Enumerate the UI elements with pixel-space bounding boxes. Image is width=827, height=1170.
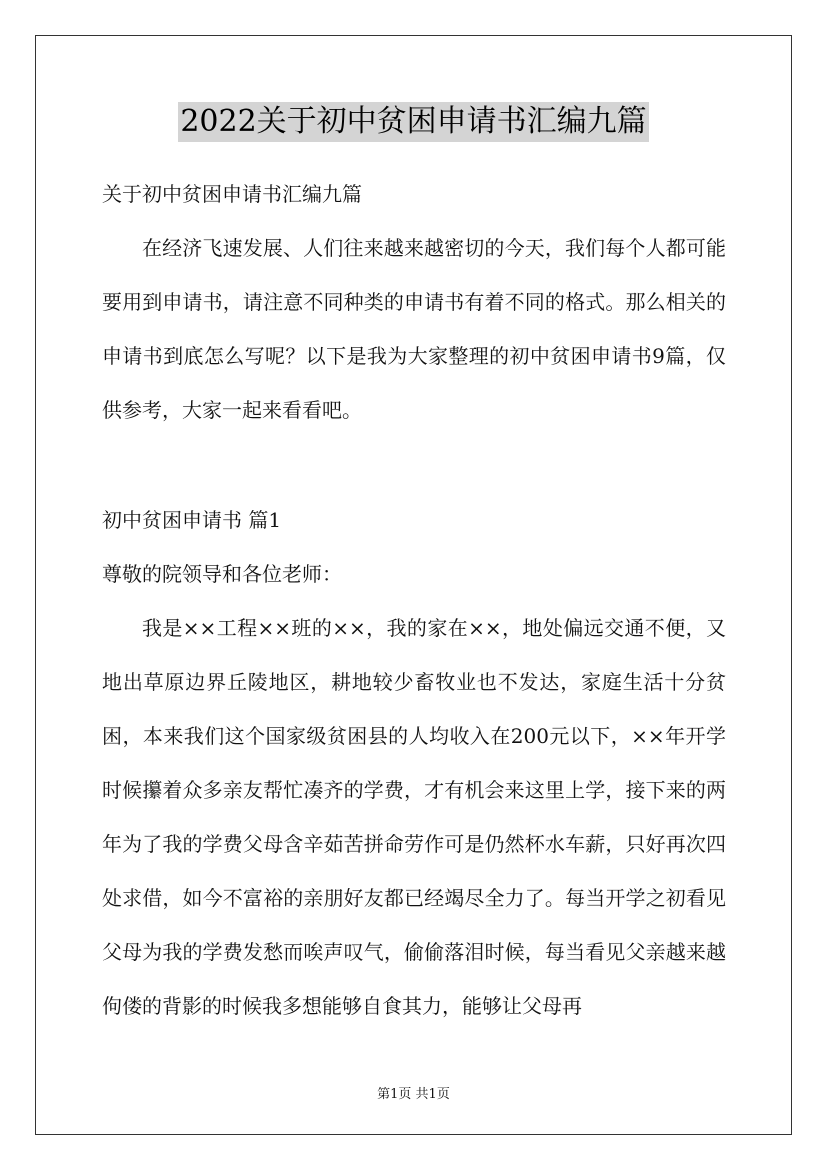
body-paragraph: 我是××工程××班的××，我的家在××，地处偏远交通不便，又地出草原边界丘陵地区，耕地较少畜牧业也不发达，家庭生活十分贫困，本来我们这个国家级贫困县的人均收入在200元以下，××年开学时候攥着众多亲友帮忙凑齐的学费，才有机会来这里上学，接下来的两年为了我的学费父母含辛茹苦拼命劳作可是仍然杯水车薪，只好再次四处求借，如今不富裕的亲朋好友都已经竭尽全力了。每当开学之初看见父母为我的学费发愁而唉声叹气，偷偷落泪时候，每当看见父亲越来越佝偻的背影的时候我多想能够自食其力，能够让父母再 bbox=[102, 616, 726, 1018]
title-wrap bbox=[0, 102, 827, 142]
document-title: 2022关于初中贫困申请书汇编九篇 bbox=[178, 102, 648, 142]
section-heading: 初中贫困申请书 篇1 bbox=[102, 508, 282, 532]
intro-paragraph: 在经济飞速发展、人们往来越来越密切的今天，我们每个人都可能要用到申请书，请注意不同种类的申请书有着不同的格式。那么相关的申请书到底怎么写呢？以下是我为大家整理的初中贫困申请书9篇，仅供参考，大家一起来看看吧。 bbox=[102, 236, 726, 422]
salutation: 尊敬的院领导和各位老师： bbox=[102, 562, 342, 586]
document-subtitle: 关于初中贫困申请书汇编九篇 bbox=[102, 182, 362, 206]
page-footer: 第1页 共1页 bbox=[377, 1087, 450, 1102]
